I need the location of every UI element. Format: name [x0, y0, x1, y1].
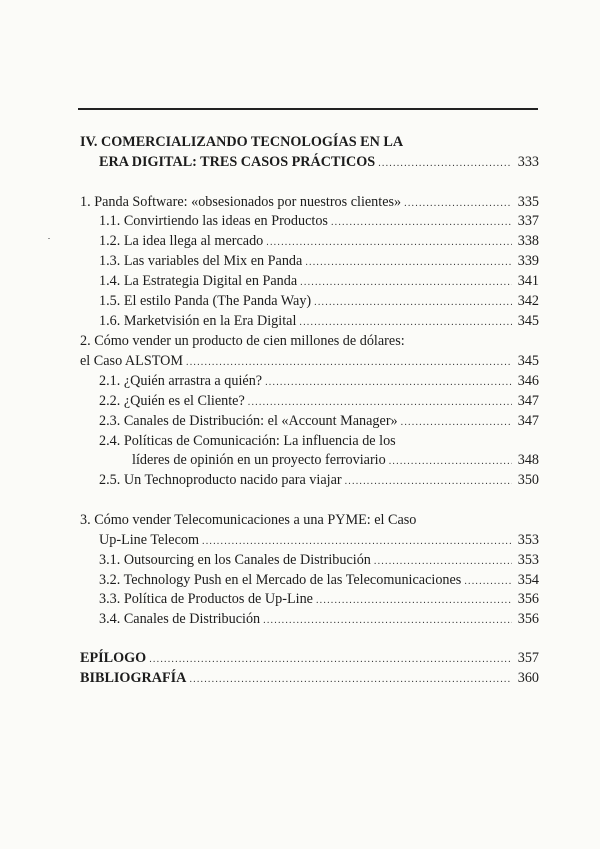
entry-title: 3.2. Technology Push en el Mercado de las Telecomunicaciones: [99, 572, 462, 588]
entry-title: 2.5. Un Technoproducto nacido para viajar: [99, 472, 342, 488]
entry-title: 2.3. Canales de Distribución: el «Account Manager»: [99, 413, 398, 429]
toc-entry-section3[interactable]: [99, 531, 539, 551]
toc-entry[interactable]: [99, 372, 539, 392]
leader-dots: [202, 533, 512, 551]
leader-dots: [189, 671, 512, 689]
page-number: 335: [517, 194, 539, 210]
entry-title: 2.2. ¿Quién es el Cliente?: [99, 393, 245, 409]
entry-title: 1.5. El estilo Panda (The Panda Way): [99, 293, 312, 309]
leader-dots: [305, 254, 512, 272]
item24-title-line1: 2.4. Políticas de Comunicación: La influencia de los: [99, 433, 396, 449]
toc-entry[interactable]: [99, 392, 539, 412]
page-number: 339: [517, 253, 539, 269]
leader-dots: [263, 612, 512, 630]
leader-dots: [266, 234, 512, 252]
toc-entry[interactable]: [132, 451, 539, 471]
toc-entry[interactable]: [99, 272, 539, 292]
leader-dots: [186, 354, 512, 372]
leader-dots: [299, 314, 512, 332]
toc-entry[interactable]: [99, 571, 539, 591]
toc-entry[interactable]: [99, 312, 539, 332]
leader-dots: [345, 473, 512, 491]
entry-title: 1.1. Convirtiendo las ideas en Productos: [99, 213, 328, 229]
entry-title: BIBLIOGRAFÍA: [80, 670, 187, 686]
entry-title: Up-Line Telecom: [99, 532, 199, 548]
toc-entry[interactable]: [99, 610, 539, 630]
leader-dots: [401, 414, 512, 432]
toc-entry[interactable]: [99, 212, 539, 232]
leader-dots: [464, 573, 512, 591]
entry-title: 1.2. La idea llega al mercado: [99, 233, 264, 249]
leader-dots: [331, 214, 512, 232]
page-number: 345: [517, 313, 539, 329]
page-number: 345: [517, 353, 539, 369]
entry-title: 3.4. Canales de Distribución: [99, 611, 261, 627]
page-number: 354: [517, 572, 539, 588]
toc-entry-section1[interactable]: [80, 193, 539, 213]
toc-entry-epilogo[interactable]: [80, 649, 539, 669]
page-number: 360: [517, 670, 539, 686]
entry-title: 3.1. Outsourcing en los Canales de Distribución: [99, 552, 371, 568]
page-number: 333: [517, 154, 539, 170]
toc-entry[interactable]: [99, 471, 539, 491]
leader-dots: [374, 553, 512, 571]
chapter-entry[interactable]: [99, 153, 539, 173]
leader-dots: [314, 294, 512, 312]
leader-dots: [248, 394, 512, 412]
toc-entry[interactable]: [99, 252, 539, 272]
leader-dots: [316, 592, 512, 610]
page-number: 357: [517, 650, 539, 666]
page-number: 353: [517, 532, 539, 548]
toc-entry[interactable]: [99, 551, 539, 571]
page-number: 356: [517, 591, 539, 607]
page-number: 353: [517, 552, 539, 568]
chapter-title-line1: IV. COMERCIALIZANDO TECNOLOGÍAS EN LA: [80, 134, 404, 150]
leader-dots: [149, 651, 512, 669]
entry-title: 1.6. Marketvisión en la Era Digital: [99, 313, 297, 329]
page-number: 342: [517, 293, 539, 309]
page-number: 348: [517, 452, 539, 468]
entry-title: el Caso ALSTOM: [80, 353, 183, 369]
toc-entry[interactable]: [99, 590, 539, 610]
toc-entry[interactable]: [99, 232, 539, 252]
toc-entry-bibliografia[interactable]: [80, 669, 539, 689]
toc-entry[interactable]: [99, 412, 539, 432]
leader-dots: [389, 453, 512, 471]
chapter-title-line2: ERA DIGITAL: TRES CASOS PRÁCTICOS: [99, 154, 376, 170]
leader-dots: [265, 374, 512, 392]
section3-title-line1: 3. Cómo vender Telecomunicaciones a una PYME: el Caso: [80, 512, 417, 528]
section2-title-line1: 2. Cómo vender un producto de cien millones de dólares:: [80, 333, 405, 349]
page-number: 347: [517, 413, 539, 429]
entry-title: 2.1. ¿Quién arrastra a quién?: [99, 373, 263, 389]
leader-dots: [378, 155, 512, 173]
toc-entry[interactable]: [99, 292, 539, 312]
page-number: 347: [517, 393, 539, 409]
toc-entry-section2[interactable]: [80, 352, 539, 372]
entry-title: líderes de opinión en un proyecto ferroviario: [132, 452, 386, 468]
entry-title: 1.3. Las variables del Mix en Panda: [99, 253, 303, 269]
page-number: 356: [517, 611, 539, 627]
page-number: 341: [517, 273, 539, 289]
entry-title: 1.4. La Estrategia Digital en Panda: [99, 273, 298, 289]
entry-title: 1. Panda Software: «obsesionados por nuestros clientes»: [80, 194, 402, 210]
leader-dots: [404, 195, 512, 213]
entry-title: EPÍLOGO: [80, 650, 147, 666]
leader-dots: [300, 274, 512, 292]
page-number: 337: [517, 213, 539, 229]
page-number: 346: [517, 373, 539, 389]
page-number: 338: [517, 233, 539, 249]
entry-title: 3.3. Política de Productos de Up-Line: [99, 591, 313, 607]
page-number: 350: [517, 472, 539, 488]
